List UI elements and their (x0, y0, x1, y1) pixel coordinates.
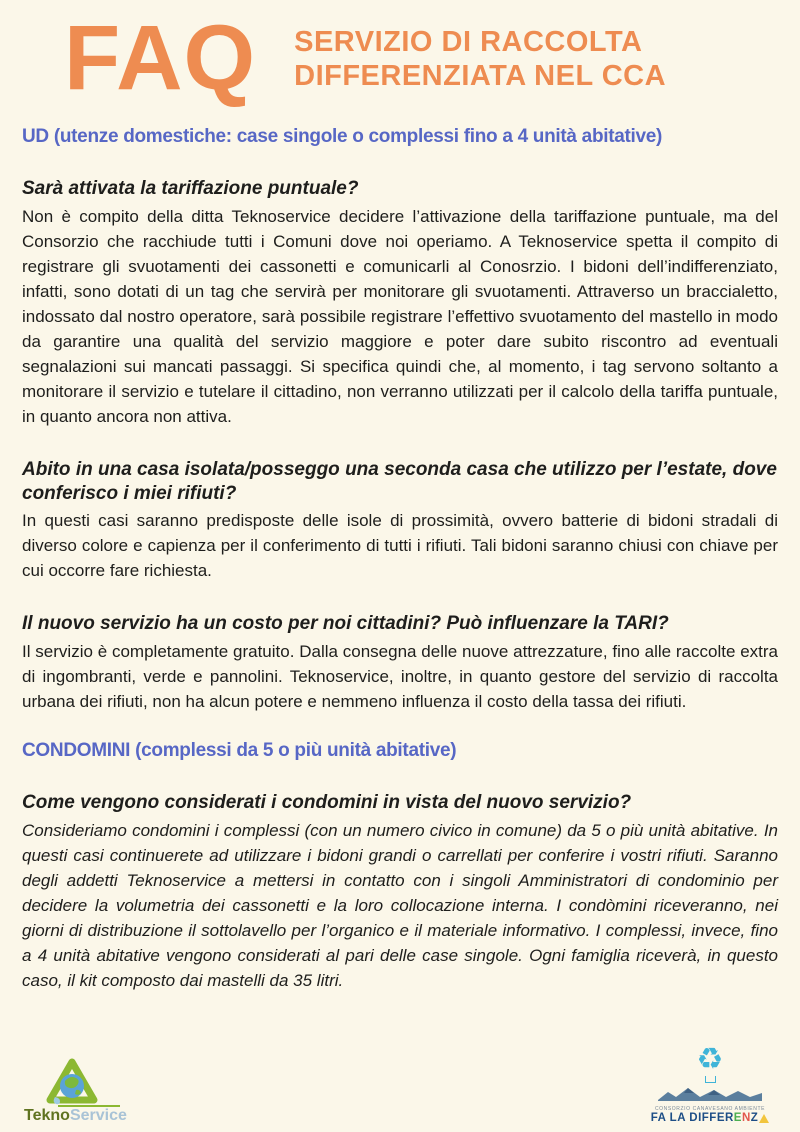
wordmark-letter-n: N (741, 1112, 751, 1124)
logo-underline (58, 1105, 120, 1107)
page-footer (0, 1042, 800, 1132)
question-casa-isolata: Abito in una casa isolata/posseggo una seconda casa che utilizzo per l’estate, dove conferisco i miei rifiuti? (22, 458, 777, 504)
page-title-line-2: DIFFERENZIATA NEL CCA (294, 60, 667, 92)
answer-casa-isolata: In questi casi saranno predisposte delle isole di prossimità, ovvero batterie di bidoni stradali di diverso colore e capienza per il conferimento di tutti i rifiuti. Tali bidoni saranno chiusi con chiave per cui occorre fare richiesta. (22, 511, 778, 581)
teknoservice-wordmark (24, 1107, 127, 1124)
section-heading-condomini: CONDOMINI (complessi da 5 o più unità abitative) (22, 740, 457, 761)
consorzio-caption: CONSORZIO CANAVESANO AMBIENTE (654, 1106, 766, 1112)
answer-tariffazione: Non è compito della ditta Teknoservice decidere l’attivazione della tariffazione puntuale, ma del Consorzio che racchiude tutti i Comuni dove noi operiamo. A Teknoservice spetta il compito di registrare gli svuotamenti dei cassonetti e comunicarli al Conosrzio. I bidoni dell’indifferenziato, infatti, sono dotati di un tag che servirà per monitorare gli svuotamenti. Attraverso un braccialetto, indossato dal nostro operatore, sarà possibile registrare l’effettivo svuotamento del mastello in modo da garantire una qualità del servizio maggiore e poter dare subito riscontro ad eventuali segnalazioni sui mancati passaggi. Si specifica quindi che, al momento, i tag servono soltanto a monitorare il servizio e tutelare il cittadino, non verranno utilizzati per il calcolo della tariffa puntuale, in quanto ancora non attiva. (22, 206, 778, 426)
page-title (294, 25, 666, 93)
section-heading-ud: UD (utenze domestiche: case singole o complessi fino a 4 unità abitative) (22, 126, 663, 147)
page-title-line-1: SERVIZIO DI RACCOLTA (294, 25, 643, 58)
yellow-triangle-icon (759, 1114, 769, 1123)
question-costo-tari: Il nuovo servizio ha un costo per noi cittadini? Può influenzare la TARI? (22, 613, 669, 635)
mountains-graphic (658, 1085, 762, 1106)
answer-condomini: Consideriamo condomini i complessi (con un numero civico in comune) da 5 o più unità abitative. In questi casi continuerete ad utilizzare i bidoni grandi o carrellati per conferire i vostri rifiuti. Saranno degli addetti Teknoservice a mettersi in contatto con i singoli Amministratori di condominio per decidere la volumetria dei cassonetti e la loro collocazione interna. I condòmini riceveranno, nei giorni di distribuzione il sottolavello per l’organico e il materiale informativo. I complessi, invece, fino a 4 unità abitative vengono considerati al pari delle case singole. Ogni famiglia riceverà, in questo caso, il kit composto dai mastelli da 35 litri. (22, 820, 778, 990)
fa-la-differenza-logo (650, 1042, 766, 1124)
answer-costo-tari: Il servizio è completamente gratuito. Dalla consegna delle nuove attrezzature, fino alle raccolte extra di ingombranti, verde e pannolini. Teknoservice, inoltre, in quanto gestore del servizio di raccolta urbana dei rifiuti, non ha alcun potere e nemmeno influenza il costo della tassa dei rifiuti. (22, 642, 778, 711)
wordmark-prefix: FA LA DIFFER (650, 1112, 734, 1124)
question-tariffazione: Sarà attivata la tariffazione puntuale? (22, 178, 359, 199)
question-condomini: Come vengono considerati i condomini in vista del nuovo servizio? (22, 792, 632, 813)
teknoservice-logo (24, 1057, 127, 1124)
faq-wordmark: FAQ (64, 7, 257, 110)
recycle-balloon-icon: ♻ (696, 1042, 724, 1077)
wordmark-letter-z: Z (750, 1112, 759, 1124)
recycle-triangle-globe-icon (24, 1057, 120, 1107)
fa-la-differenza-wordmark (651, 1112, 770, 1124)
teknoservice-wordmark-bold: Tekno (24, 1107, 70, 1124)
wordmark-letter-e: E (733, 1112, 742, 1124)
page-header (22, 0, 778, 112)
teknoservice-wordmark-light: Service (69, 1107, 127, 1124)
balloon-basket-icon (705, 1076, 716, 1083)
